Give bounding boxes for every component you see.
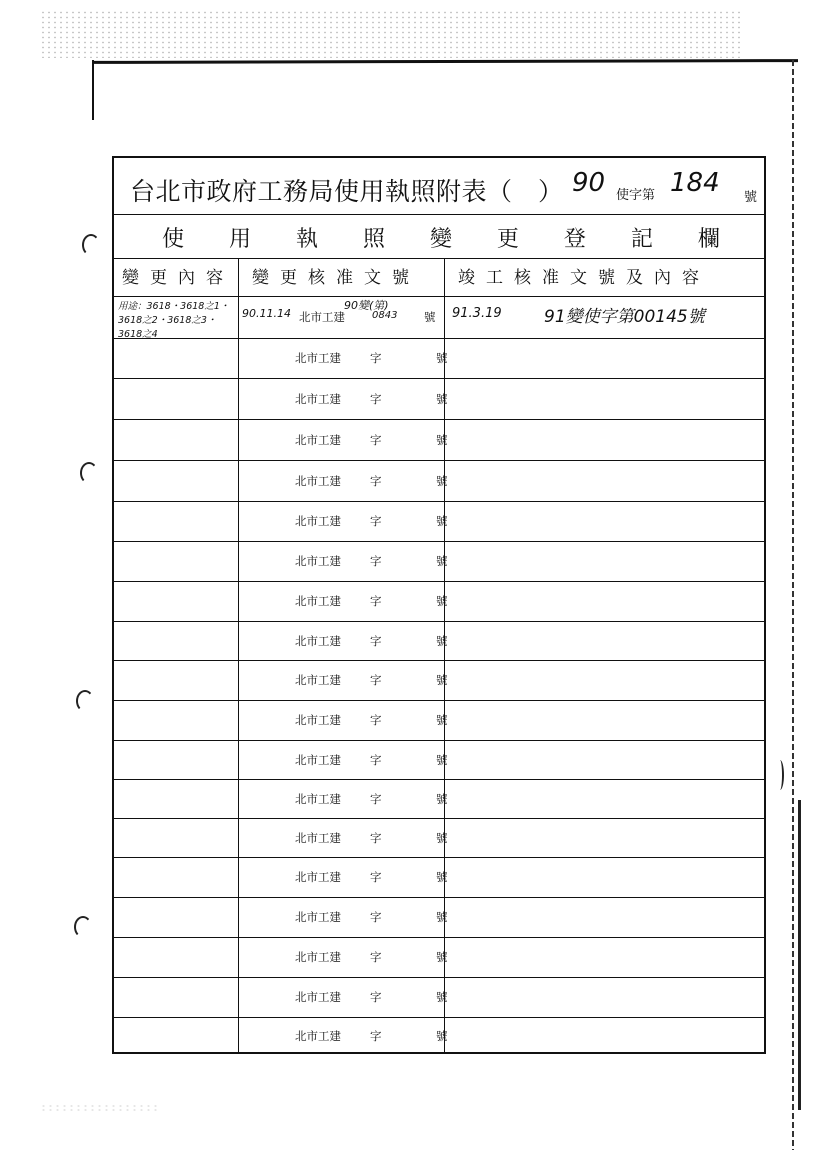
doc-prefix: 北市工建 [295,594,341,608]
doc-suffix: 號 [436,473,448,488]
doc-char: 字 [370,990,382,1004]
doc-char: 字 [370,432,382,447]
row-divider [114,977,764,978]
column-header-completion [458,261,710,295]
scan-noise-top [40,10,740,58]
doc-suffix: 號 [436,554,448,568]
row-divider [114,937,764,938]
section-header-char: 用 [228,226,251,252]
row-divider [114,857,764,858]
page-edge-right [792,60,794,1150]
section-header-char: 記 [630,226,653,252]
doc-suffix: 號 [436,752,448,767]
column-header-char: 號 [392,268,409,288]
column-header-char: 文 [364,268,381,288]
doc-suffix: 號 [424,310,436,324]
doc-suffix: 號 [436,673,448,687]
section-header-char: 使 [162,226,185,252]
doc-char: 字 [370,554,382,568]
section-header-char: 登 [563,226,586,252]
doc-prefix: 北市工建 [295,633,341,648]
row-divider [114,501,764,502]
row-divider [114,779,764,780]
page-edge-top [92,59,798,64]
doc-suffix: 號 [436,713,448,727]
column-header-approval-doc [252,261,420,295]
doc-char: 字 [370,830,382,845]
title-divider [114,214,764,215]
license-prefix: 使字第 [616,188,656,203]
doc-char: 字 [370,910,382,924]
doc-suffix: 號 [436,990,448,1004]
section-header-char: 照 [362,226,385,252]
form-title: 台北市政府工務局使用執照附表（ ） [130,177,564,206]
row-divider [114,700,764,701]
doc-char: 字 [370,351,382,365]
column-header-char: 及 [626,268,643,288]
license-suffix: 號 [744,190,758,205]
column-header-change-content [122,261,234,295]
doc-char: 字 [370,391,382,406]
doc-prefix: 北市工建 [295,870,341,884]
doc-char-handwritten: 90變(第) [344,299,389,312]
column-header-char: 准 [542,268,559,288]
doc-prefix: 北市工建 [299,310,345,324]
doc-prefix: 北市工建 [295,910,341,924]
doc-char: 字 [370,594,382,608]
doc-suffix: 號 [436,351,448,365]
section-header [114,218,764,256]
doc-suffix: 號 [436,870,448,884]
doc-prefix: 北市工建 [295,713,341,727]
section-header-char: 欄 [697,226,720,252]
column-header-char: 工 [486,268,503,288]
section-header-char: 變 [429,226,452,252]
doc-prefix: 北市工建 [295,351,341,365]
doc-prefix: 北市工建 [295,1028,341,1043]
column-header-char: 核 [514,268,531,288]
doc-suffix: 號 [436,391,448,406]
change-content-handwritten: 用途：3618・3618之1・3618之2・3618之3・3618之4 [118,301,230,340]
column-header-char: 內 [654,268,671,288]
row-divider [114,621,764,622]
doc-char: 字 [370,713,382,727]
doc-prefix: 北市工建 [295,391,341,406]
row-divider [114,541,764,542]
row-divider [114,460,764,461]
section-divider [114,258,764,259]
row-divider [114,296,764,297]
doc-char: 字 [370,673,382,687]
section-header-char: 更 [496,226,519,252]
doc-prefix: 北市工建 [295,473,341,488]
row-divider [114,419,764,420]
doc-suffix: 號 [436,594,448,608]
column-header-char: 變 [122,268,139,288]
doc-prefix: 北市工建 [295,673,341,687]
doc-char: 字 [370,791,382,806]
license-number-handwritten: 184 [670,168,720,198]
doc-char: 字 [370,514,382,528]
column-header-char: 號 [598,268,615,288]
row-divider [114,338,764,339]
row-divider [114,897,764,898]
registration-form [112,156,766,1054]
doc-prefix: 北市工建 [295,791,341,806]
doc-suffix: 號 [436,830,448,845]
doc-prefix: 北市工建 [295,432,341,447]
doc-suffix: 號 [436,791,448,806]
doc-suffix: 號 [436,1028,448,1043]
doc-char: 字 [370,870,382,884]
completion-text-handwritten: 91變使字第00145號 [544,307,705,327]
doc-char: 字 [370,473,382,488]
doc-suffix: 號 [436,633,448,648]
doc-char: 字 [370,752,382,767]
column-header-char: 容 [682,268,699,288]
column-header-char: 准 [336,268,353,288]
doc-prefix: 北市工建 [295,752,341,767]
column-header-char: 內 [178,268,195,288]
scan-noise-bottom [40,1104,160,1112]
column-header-char: 更 [280,268,297,288]
column-header-char: 核 [308,268,325,288]
doc-prefix: 北市工建 [295,990,341,1004]
row-divider [114,740,764,741]
column-header-char: 變 [252,268,269,288]
doc-suffix: 號 [436,432,448,447]
punch-hole-1 [82,234,100,256]
row-divider [114,660,764,661]
doc-prefix: 北市工建 [295,830,341,845]
doc-suffix: 號 [436,514,448,528]
doc-prefix: 北市工建 [295,554,341,568]
doc-date-handwritten: 90.11.14 [242,307,291,320]
year-handwritten: 90 [572,168,606,198]
doc-number-handwritten: 0843 [372,310,398,321]
row-divider [114,581,764,582]
doc-suffix: 號 [436,910,448,924]
doc-prefix: 北市工建 [295,514,341,528]
row-divider [114,378,764,379]
doc-char: 字 [370,633,382,648]
punch-hole-3 [76,690,94,712]
page-edge-left [92,60,94,120]
doc-char: 字 [370,950,382,964]
column-header-char: 竣 [458,268,475,288]
column-header-char: 容 [206,268,223,288]
punch-hole-4 [74,916,92,938]
row-divider [114,1017,764,1018]
doc-prefix: 北市工建 [295,950,341,964]
edge-mark [776,760,784,790]
punch-hole-2 [80,462,98,484]
completion-date-handwritten: 91.3.19 [452,306,502,321]
column-header-char: 更 [150,268,167,288]
section-header-char: 執 [295,226,318,252]
column-header-char: 文 [570,268,587,288]
doc-suffix: 號 [436,950,448,964]
page-edge-right-strip [798,800,801,1110]
row-divider [114,818,764,819]
doc-char: 字 [370,1028,382,1043]
